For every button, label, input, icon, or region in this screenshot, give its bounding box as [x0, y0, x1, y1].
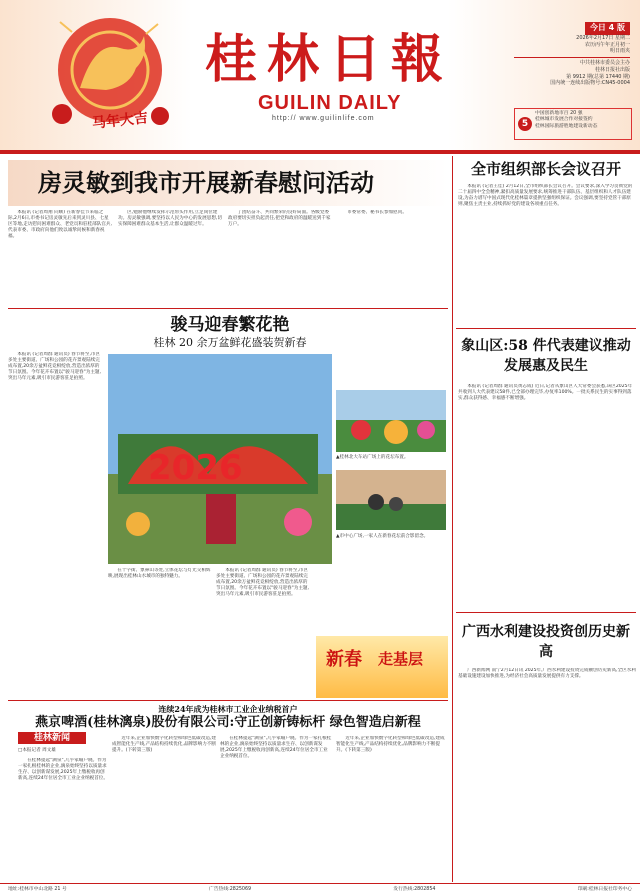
flower-2026-label: 2026	[148, 448, 243, 488]
organization-headline[interactable]: 全市组织部长会议召开	[470, 160, 621, 178]
section-divider	[8, 308, 448, 309]
flowers-column-1: 本报讯 (记者周群 通讯员) 春节将至,市区多处主要街道、广场和公园的花卉景观陆续完成布置,20余万盆鲜花竞相绽放,营造出浓厚的节日氛围。今年花卉布置以"骏马迎春"为主题,突出马年元素,吸引市民游客驻足拍照。	[8, 352, 101, 382]
footer-address: 地址:桂林市中山北路 21 号	[8, 887, 67, 892]
cn-code: 国内统一连续出版物号:CN45-0004	[550, 80, 630, 87]
column-kicker: 桂林新闻	[18, 732, 86, 744]
section-divider	[456, 612, 636, 613]
section-divider	[456, 328, 636, 329]
info-divider	[514, 57, 630, 58]
newspaper-logo-english: GUILIN DAILY	[258, 92, 402, 114]
new-year-slogan: 马年大吉	[91, 110, 149, 132]
bottom-column-2: 近年来,企业加快数字化转型和绿色低碳改造,建成智能化生产线,产品结构持续优化,品牌影响力不断提升。(下转第三版)	[112, 736, 216, 754]
column-divider	[452, 156, 453, 882]
xiangshan-headline[interactable]: 象山区:58 件代表建议推动发展惠及民生	[461, 338, 631, 375]
publisher: 桂林日报社出版	[594, 66, 630, 73]
newspaper-logo: 桂林日報	[205, 29, 454, 90]
flowers-column-3: 本报讯 (记者周群 通讯员) 春节将至,市区多处主要街道、广场和公园的花卉景观陆续完成布置,20余万盆鲜花竞相绽放,营造出浓厚的节日氛围。今年花卉布置以"骏马迎春"为主题,突出马年元素,吸引市民游客驻足拍照。	[216, 568, 309, 598]
water-headline[interactable]: 广西水利建设投资创历史新高	[462, 624, 630, 661]
issuer: 中共桂林市委员会主办	[579, 60, 630, 67]
page-teaser[interactable]	[514, 108, 632, 140]
flower-photo-inset-2	[336, 470, 446, 530]
photo-caption-1: ▲桂林北大车站广场上的花坛布置。	[336, 455, 409, 460]
footer-printer: 印刷:桂林日报社印务中心	[577, 887, 632, 892]
lunar-date: 农历丙午年正月初一	[584, 41, 630, 48]
flowers-column-2: 在十字街、象鼻山等处,立体花坛与灯光交相辉映,展现出桂林山水城市的独特魅力。	[108, 568, 211, 580]
teaser-page-badge: 5	[518, 117, 532, 131]
footer-ad-hotline: 广告热线:2825069	[208, 887, 252, 892]
new-spring-banner	[316, 636, 448, 698]
issue-date: 2026年2月17日 星期二	[576, 34, 630, 41]
teaser-item[interactable]: 中国创新地市百 20 强	[535, 111, 583, 116]
issue-info	[514, 22, 630, 87]
masthead-divider	[0, 150, 640, 154]
footer-distribution-hotline: 发行热线:2802854	[393, 887, 436, 892]
water-body: 广西新闻网 南宁2月12日讯 2025年,广西水利建设投资完成额创历史新高,全区水利基础设施建设加快推进,为经济社会高质量发展提供有力支撑。	[458, 668, 636, 680]
flowers-subheadline: 桂林 20 余万盆鲜花盛装贺新春	[153, 336, 307, 349]
page-footer	[0, 883, 640, 896]
photo-caption-2: ▲市中心广场,一家人在新春花坛前合影留念。	[336, 534, 429, 539]
pages-today-badge: 今日 4 版	[585, 22, 630, 35]
bottom-kicker-headline: 连续24年成为桂林市工业企业纳税首户	[158, 704, 298, 714]
lead-column-4: 市委常委、秘书长参加慰问。	[347, 210, 407, 215]
banner-text-1: 新春	[326, 649, 362, 670]
bottom-headline[interactable]: 燕京啤酒(桂林漓泉)股份有限公司:守正创新铸标杆 绿色智造启新程	[35, 715, 421, 730]
lead-headline[interactable]: 房灵敏到我市开展新春慰问活动	[8, 160, 448, 206]
organization-body: 本报讯 (记者王佳) 2月12日,全市组织部长会议召开。会议要求,深入学习贯彻党的二十届四中全会精神,紧扣高质量发展要求,统筹推进干部队伍、基层组织和人才队伍建设,为奋力谱写中国式现代化桂林篇章提供坚强组织保证。会议强调,要坚持党管干部原则,聚焦主责主业,持续抓好党的建设各项重点任务。	[458, 184, 633, 208]
section-divider	[8, 700, 448, 701]
lead-column-1: 本报讯 (记者周翔 向顺) 在新春佳节来临之际,2月6日,市委书记房灵敏先后来到灵川县、七星区等地,走访慰问困难群众、老党员和驻桂部队官兵,代表市委、市政府向他们致以诚挚问候和新春祝福。	[8, 210, 112, 240]
flowers-headline[interactable]: 骏马迎春繁花艳	[170, 315, 290, 335]
lead-column-2: 区,勉励他继续发挥示范带头作用,立足岗位建功。房灵敏强调,要坚持以人民为中心的发展思想,切实保障困难群众基本生活,让群众温暖过年。	[118, 210, 222, 228]
masthead	[0, 0, 640, 150]
byline: □本报记者 周文雄	[18, 748, 56, 753]
teaser-item[interactable]: 桂林城市发展合作对接签约	[535, 117, 593, 123]
flower-display-photo	[108, 354, 332, 564]
bottom-column-4: 近年来,企业加快数字化转型和绿色低碳改造,建成智能化生产线,产品结构持续优化,品牌影响力不断提升。(下转第三版)	[336, 736, 445, 754]
bottom-column-1: 在桂林提起"漓泉",几乎家喻户晓。作为一家扎根桂林的企业,漓泉始终坚持以质量求生存、以创新谋发展,2025年上缴税收再创新高,连续24年位居全市工业企业纳税首位。	[18, 758, 108, 782]
issue-number: 第 9912 期(总第 17440 期)	[566, 73, 630, 80]
teaser-item[interactable]: 桂林国际旅游胜地建设新动态	[535, 123, 598, 129]
flower-photo-inset	[336, 390, 446, 452]
website-url[interactable]: http:// www.guilinlife.com	[272, 115, 375, 122]
lead-column-3: 了团结奋斗、共同繁荣的良好局面。各级党委政府要切实担负起责任,把党和政府的温暖送到千家万户。	[228, 210, 331, 228]
xiangshan-body: 本报讯 (记者周群 通讯员黄志成) 近日,记者从象山区人大常委会获悉,该区2025年共收到人大代表建议58件,已全部办理完毕,办复率100%。一批关系民生的实事得到落实,群众获得感、幸福感不断增强。	[458, 384, 633, 402]
weather: 明日雨夹	[609, 48, 630, 55]
bottom-column-3: 在桂林提起"漓泉",几乎家喻户晓。作为一家扎根桂林的企业,漓泉始终坚持以质量求生存、以创新谋发展,2025年上缴税收再创新高,连续24年位居全市工业企业纳税首位。	[220, 736, 332, 760]
banner-text-2: 走基层	[378, 650, 424, 668]
